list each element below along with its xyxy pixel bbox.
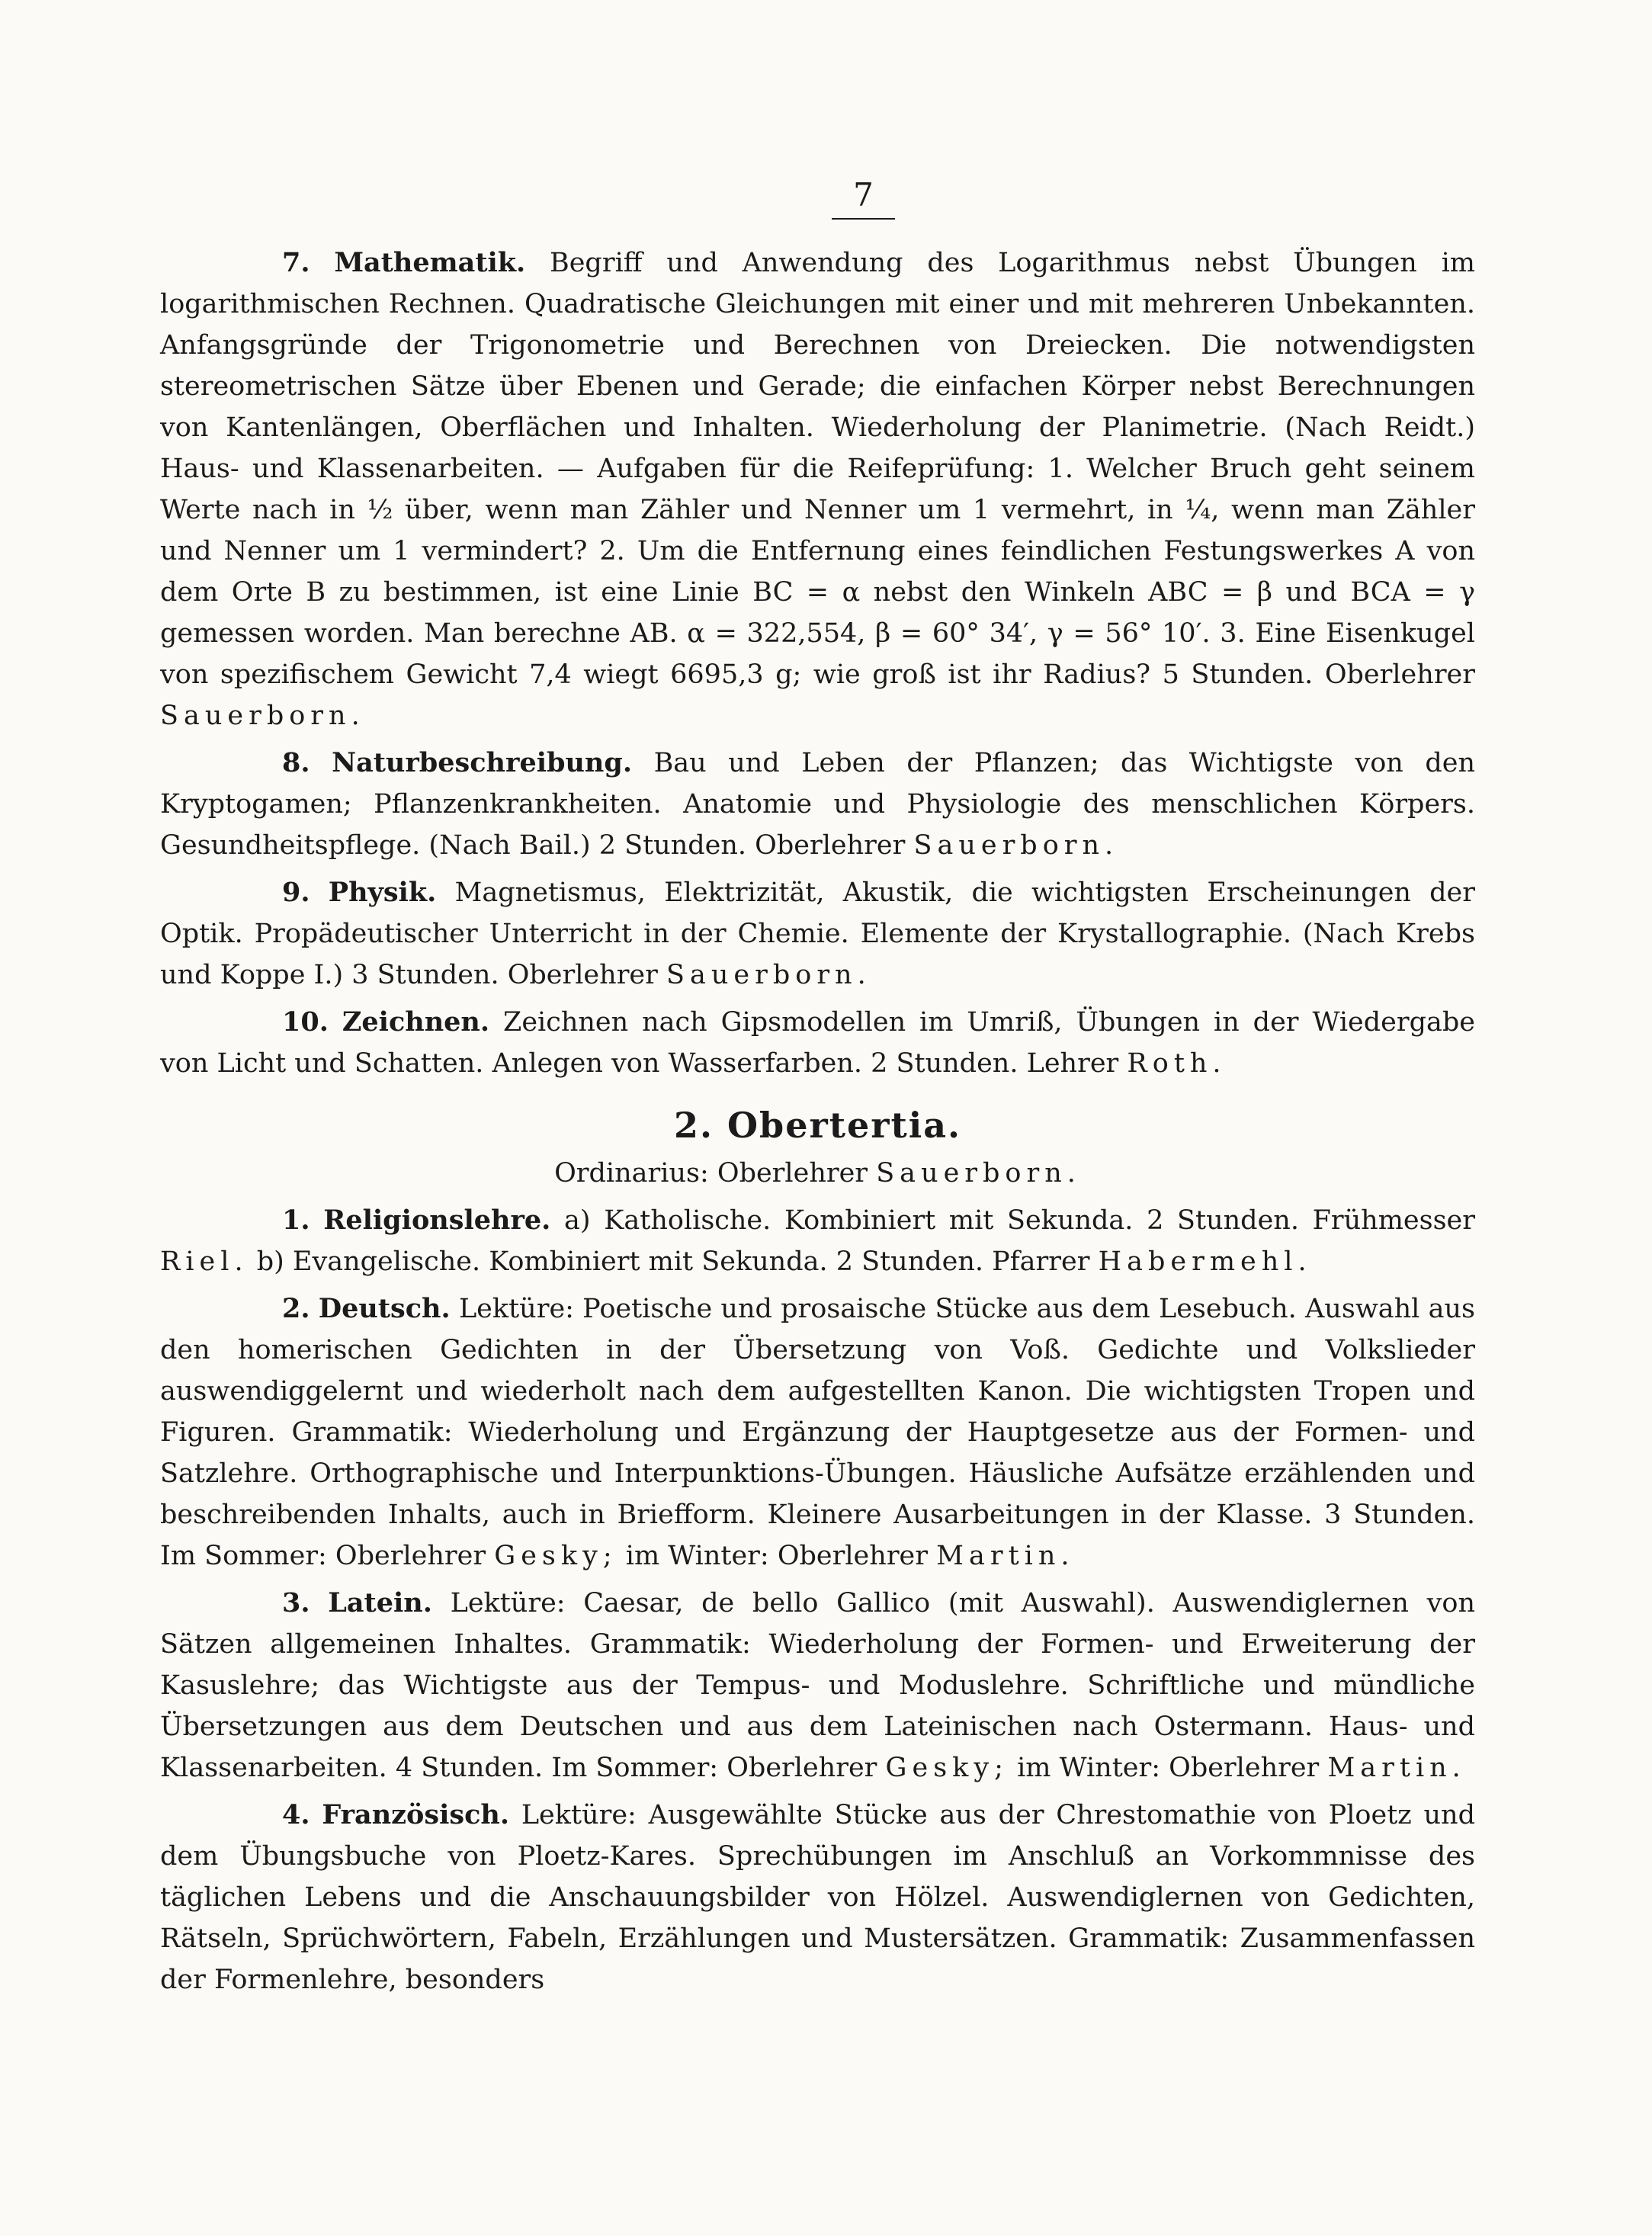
paragraph-naturbeschreibung [160, 743, 1475, 866]
paragraph-deutsch [160, 1288, 1475, 1577]
item-text: Magnetismus, Elektrizität, Akustik, die wichtigsten Erscheinungen der Optik. Propädeutischer Unterricht in der Chemie. Elemente der Krystallographie. (Nach Krebs und Koppe I.) 3 Stunden. Oberlehrer [160, 877, 1475, 990]
item-number: 8. [282, 747, 310, 778]
teacher-name: Sauerborn. [666, 960, 871, 990]
teacher-name-summer: Gesky; [494, 1541, 617, 1571]
item-text: Begriff und Anwendung des Logarithmus nebst Übungen im logarithmischen Rechnen. Quadratische Gleichungen mit einer und mit mehreren Unbekannten. Anfangsgründe der Trigonometrie und Berechnen von Dreiecken. Die notwendigsten stereometrischen Sätze über Ebenen und Gerade; die einfachen Körper nebst Berechnungen von Kantenlängen, Oberflächen und Inhalten. Wiederholung der Planimetrie. (Nach Reidt.) Haus- und Klassenarbeiten. — Aufgaben für die Reifeprüfung: 1. Welcher Bruch geht seinem Werte nach in ½ über, wenn man Zähler und Nenner um 1 vermehrt, in ¼, wenn man Zähler und Nenner um 1 vermindert? 2. Um die Entfernung eines feindlichen Festungswerkes A von dem Orte B zu bestimmen, ist eine Linie BC = α nebst den Winkeln ABC = β und BCA = γ gemessen worden. Man berechne AB. α = 322,554, β = 60° 34′, γ = 56° 10′. 3. Eine Eisenkugel von spezifischem Gewicht 7,4 wiegt 6695,3 g; wie groß ist ihr Radius? 5 Stunden. Oberlehrer [160, 248, 1475, 690]
teacher-name-winter: Martin. [936, 1541, 1075, 1571]
item-text-b: b) Evangelische. Kombiniert mit Sekunda. 2 Stunden. Pfarrer [256, 1246, 1090, 1277]
item-heading: Physik. [328, 877, 437, 908]
document-page [160, 175, 1475, 2000]
page-number: 7 [160, 175, 1475, 220]
teacher-name: Sauerborn. [913, 830, 1119, 861]
teacher-name-a: Riel. [160, 1246, 249, 1277]
item-heading: Deutsch. [318, 1293, 451, 1324]
paragraph-latein [160, 1583, 1475, 1788]
paragraph-mathematik [160, 242, 1475, 736]
item-heading: Naturbeschreibung. [332, 747, 633, 778]
item-text: Lektüre: Caesar, de bello Gallico (mit Auswahl). Auswendiglernen von Sätzen allgemeinen Inhaltes. Grammatik: Wiederholung der Formen- und Erweiterung der Kasuslehre; das Wichtigste aus der Tempus- und Moduslehre. Schriftliche und mündliche Übersetzungen aus dem Deutschen und aus dem Lateinischen nach Ostermann. Haus- und Klassenarbeiten. 4 Stunden. Im Sommer: Oberlehrer [160, 1588, 1475, 1783]
item-text-winter: im Winter: Oberlehrer [1017, 1753, 1320, 1783]
item-text: Lektüre: Poetische und prosaische Stücke aus dem Lesebuch. Auswahl aus den homerischen Gedichten in der Übersetzung von Voß. Gedichte und Volkslieder auswendiggelernt und wiederholt nach dem aufgestellten Kanon. Die wichtigsten Tropen und Figuren. Grammatik: Wiederholung und Ergänzung der Hauptgesetze aus der Formen- und Satzlehre. Orthographische und Interpunktions-Übungen. Häusliche Aufsätze erzählenden und beschreibenden Inhalts, auch in Briefform. Kleinere Ausarbeitungen in der Klasse. 3 Stunden. Im Sommer: Oberlehrer [160, 1294, 1475, 1571]
ordinarius-line [160, 1153, 1475, 1194]
paragraph-zeichnen [160, 1002, 1475, 1084]
item-number: 4. [282, 1799, 310, 1830]
item-heading: Französisch. [322, 1799, 510, 1830]
teacher-name-b: Habermehl. [1098, 1246, 1312, 1277]
paragraph-religionslehre [160, 1200, 1475, 1282]
ordinarius-name: Sauerborn. [876, 1158, 1081, 1189]
item-number: 3. [282, 1587, 310, 1618]
paragraph-franzoesisch [160, 1795, 1475, 2000]
item-number: 7. [282, 247, 310, 278]
item-text-winter: im Winter: Oberlehrer [625, 1541, 928, 1571]
item-text-a: a) Katholische. Kombiniert mit Sekunda. 2 Stunden. Frühmesser [564, 1205, 1475, 1236]
item-heading: Zeichnen. [342, 1006, 490, 1038]
teacher-name: Sauerborn. [160, 701, 365, 731]
paragraph-physik [160, 872, 1475, 996]
ordinarius-label: Ordinarius: Oberlehrer [554, 1158, 868, 1189]
item-number: 1. [282, 1205, 310, 1236]
item-number: 2. [282, 1293, 310, 1324]
item-text: Lektüre: Ausgewählte Stücke aus der Chrestomathie von Ploetz und dem Übungsbuche von Ploetz-Kares. Sprechübungen im Anschluß an Vorkommnisse des täglichen Lebens und die Anschauungsbilder von Hölzel. Auswendiglernen von Gedichten, Rätseln, Sprüchwörtern, Fabeln, Erzählungen und Mustersätzen. Grammatik: Zusammenfassen der Formenlehre, besonders [160, 1800, 1475, 1995]
item-heading: Latein. [328, 1587, 432, 1618]
teacher-name-winter: Martin. [1327, 1753, 1466, 1783]
item-text: Zeichnen nach Gipsmodellen im Umriß, Übungen in der Wiedergabe von Licht und Schatten. Anlegen von Wasserfarben. 2 Stunden. Lehrer [160, 1007, 1475, 1079]
item-heading: Religionslehre. [323, 1205, 551, 1236]
teacher-name-summer: Gesky; [885, 1753, 1009, 1783]
section-title: 2. Obertertia. [673, 1105, 962, 1146]
item-number: 9. [282, 877, 310, 908]
teacher-name: Roth. [1127, 1048, 1227, 1079]
item-number: 10. [282, 1006, 329, 1038]
item-text: Bau und Leben der Pflanzen; das Wichtigste von den Kryptogamen; Pflanzenkrankheiten. Anatomie und Physiologie des menschlichen Körpers. Gesundheitspflege. (Nach Bail.) 2 Stunden. Oberlehrer [160, 748, 1475, 861]
item-heading: Mathematik. [334, 247, 526, 278]
